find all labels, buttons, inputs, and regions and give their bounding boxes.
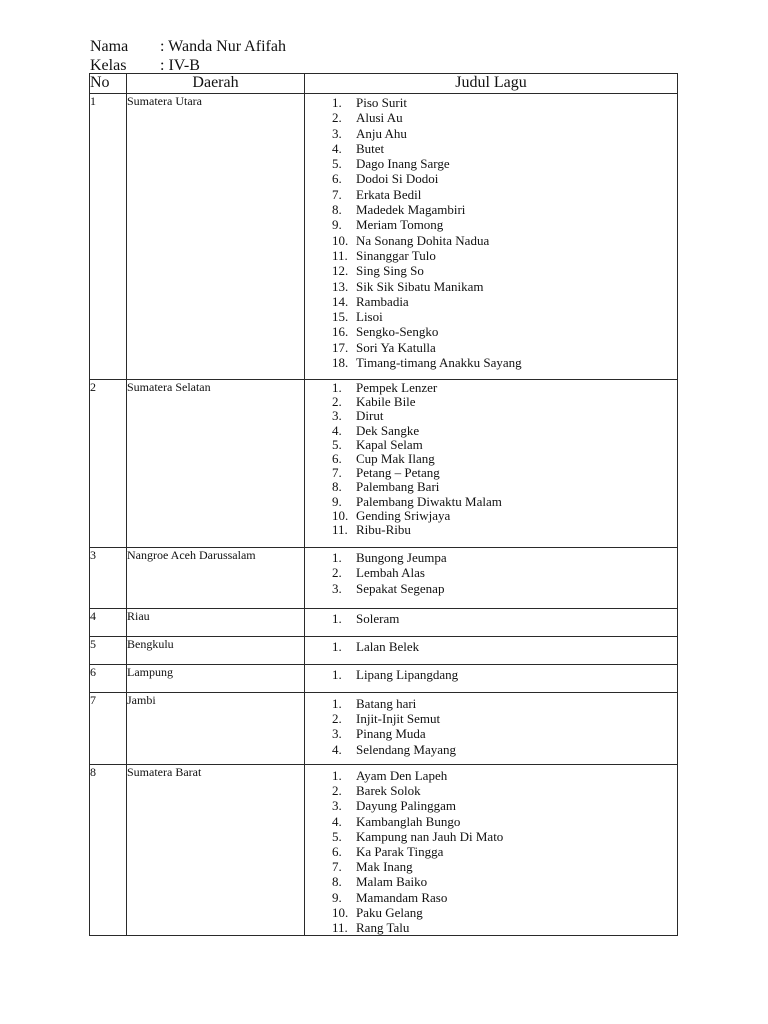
song-item — [332, 711, 677, 726]
table-row — [90, 637, 678, 665]
song-item — [332, 523, 677, 537]
table-row — [90, 380, 678, 548]
song-number: 3. — [332, 125, 342, 141]
song-item — [332, 171, 677, 186]
song-title: Dodoi Si Dodoi — [356, 171, 439, 187]
song-number: 8. — [332, 874, 342, 890]
table-row — [90, 765, 678, 936]
song-number: 6. — [332, 451, 342, 467]
region-name: Lampung — [127, 665, 305, 693]
song-list — [305, 637, 677, 654]
song-title: Timang-timang Anakku Sayang — [356, 355, 522, 371]
class-label: Kelas — [90, 57, 127, 74]
song-number: 7. — [332, 859, 342, 875]
song-number: 9. — [332, 217, 342, 233]
song-item — [332, 409, 677, 423]
song-item — [332, 696, 677, 711]
song-list — [305, 693, 677, 757]
song-number: 1. — [332, 639, 342, 654]
song-number: 1. — [332, 667, 342, 682]
song-item — [332, 355, 677, 370]
song-item — [332, 340, 677, 355]
table-header-row — [90, 74, 678, 94]
song-item — [332, 126, 677, 141]
column-header-no: No — [90, 74, 127, 94]
song-item — [332, 202, 677, 217]
song-number: 1. — [332, 380, 342, 395]
song-item — [332, 294, 677, 309]
document-header — [90, 37, 286, 75]
song-title: Rang Talu — [356, 920, 410, 936]
song-item — [332, 324, 677, 339]
song-title: Dago Inang Sarge — [356, 156, 450, 172]
song-title: Piso Surit — [356, 95, 407, 110]
song-item — [332, 905, 677, 920]
song-number: 5. — [332, 436, 342, 452]
song-title: Na Sonang Dohita Nadua — [356, 232, 490, 248]
song-number: 13. — [332, 278, 349, 294]
song-list — [305, 380, 677, 537]
song-item — [332, 667, 677, 682]
song-title: Sengko-Sengko — [356, 324, 439, 340]
song-list-cell — [305, 665, 678, 693]
region-name: Bengkulu — [127, 637, 305, 665]
song-number: 3. — [332, 726, 342, 742]
song-title: Rambadia — [356, 293, 409, 309]
song-title: Sing Sing So — [356, 263, 424, 279]
song-title: Madedek Magambiri — [356, 202, 466, 218]
song-item — [332, 466, 677, 480]
song-number: 2. — [332, 711, 342, 727]
song-title: Selendang Mayang — [356, 741, 457, 757]
song-title: Palembang Diwaktu Malam — [356, 493, 502, 509]
song-item — [332, 742, 677, 757]
song-number: 4. — [332, 140, 342, 156]
song-number: 5. — [332, 828, 342, 844]
region-name: Jambi — [127, 693, 305, 765]
song-title: Pempek Lenzer — [356, 380, 438, 395]
song-number: 10. — [332, 904, 349, 920]
song-title: Dirut — [356, 408, 384, 424]
song-number: 7. — [332, 186, 342, 202]
song-number: 3. — [332, 408, 342, 424]
song-list — [305, 765, 677, 935]
song-item — [332, 920, 677, 935]
song-item — [332, 395, 677, 409]
region-name: Sumatera Selatan — [127, 380, 305, 548]
song-list-cell — [305, 609, 678, 637]
song-number: 2. — [332, 110, 342, 126]
song-number: 6. — [332, 844, 342, 860]
row-number: 1 — [90, 94, 127, 380]
song-item — [332, 814, 677, 829]
song-item — [332, 639, 677, 654]
song-title: Mak Inang — [356, 859, 413, 875]
song-item — [332, 309, 677, 324]
song-title: Paku Gelang — [356, 904, 423, 920]
table-row — [90, 609, 678, 637]
song-title: Sik Sik Sibatu Manikam — [356, 278, 484, 294]
song-item — [332, 263, 677, 278]
song-item — [332, 217, 677, 232]
song-number: 8. — [332, 202, 342, 218]
song-item — [332, 452, 677, 466]
song-number: 10. — [332, 507, 349, 523]
row-number: 8 — [90, 765, 127, 936]
table-body — [90, 94, 678, 936]
song-number: 15. — [332, 309, 349, 325]
song-table — [89, 73, 678, 936]
row-number: 4 — [90, 609, 127, 637]
region-name: Sumatera Utara — [127, 94, 305, 380]
song-item — [332, 438, 677, 452]
song-list — [305, 548, 677, 596]
name-line — [90, 37, 286, 56]
song-number: 1. — [332, 696, 342, 711]
song-title: Lisoi — [356, 309, 383, 325]
song-number: 3. — [332, 580, 342, 596]
song-title: Injit-Injit Semut — [356, 711, 441, 727]
song-item — [332, 495, 677, 509]
song-title: Lipang Lipangdang — [356, 667, 459, 682]
song-number: 8. — [332, 479, 342, 495]
song-title: Batang hari — [356, 696, 417, 711]
song-item — [332, 859, 677, 874]
song-item — [332, 829, 677, 844]
song-number: 6. — [332, 171, 342, 187]
song-number: 5. — [332, 156, 342, 172]
song-item — [332, 844, 677, 859]
table-row — [90, 665, 678, 693]
song-title: Ribu-Ribu — [356, 522, 411, 538]
song-list — [305, 94, 677, 370]
table-row — [90, 94, 678, 380]
song-number: 3. — [332, 798, 342, 814]
song-number: 1. — [332, 611, 342, 626]
song-title: Lalan Belek — [356, 639, 420, 654]
song-number: 16. — [332, 324, 349, 340]
song-number: 2. — [332, 565, 342, 581]
song-item — [332, 565, 677, 580]
song-list-cell — [305, 94, 678, 380]
song-number: 11. — [332, 522, 348, 538]
name-value: : Wanda Nur Afifah — [160, 38, 286, 55]
song-item — [332, 611, 677, 626]
song-number: 17. — [332, 339, 349, 355]
song-number: 14. — [332, 293, 349, 309]
song-list-cell — [305, 548, 678, 609]
song-number: 4. — [332, 813, 342, 829]
region-name: Nangroe Aceh Darussalam — [127, 548, 305, 609]
song-title: Cup Mak Ilang — [356, 451, 435, 467]
song-title: Pinang Muda — [356, 726, 426, 742]
song-title: Butet — [356, 140, 385, 156]
song-title: Malam Baiko — [356, 874, 428, 890]
song-list — [305, 609, 677, 626]
table-row — [90, 548, 678, 609]
song-title: Kambanglah Bungo — [356, 813, 461, 829]
song-title: Anju Ahu — [356, 125, 407, 141]
row-number: 2 — [90, 380, 127, 548]
region-name: Sumatera Barat — [127, 765, 305, 936]
song-title: Dayung Palinggam — [356, 798, 457, 814]
song-number: 1. — [332, 95, 342, 110]
name-label: Nama — [90, 38, 129, 55]
song-title: Barek Solok — [356, 783, 421, 799]
song-list-cell — [305, 380, 678, 548]
column-header-judul-lagu: Judul Lagu — [305, 74, 678, 94]
song-item — [332, 110, 677, 125]
song-title: Kapal Selam — [356, 436, 423, 452]
song-item — [332, 95, 677, 110]
song-title: Ka Parak Tingga — [356, 844, 444, 860]
row-number: 5 — [90, 637, 127, 665]
song-item — [332, 768, 677, 783]
row-number: 3 — [90, 548, 127, 609]
row-number: 7 — [90, 693, 127, 765]
song-title: Gending Sriwjaya — [356, 507, 451, 523]
song-item — [332, 156, 677, 171]
song-item — [332, 798, 677, 813]
song-number: 4. — [332, 741, 342, 757]
song-list-cell — [305, 693, 678, 765]
song-item — [332, 424, 677, 438]
song-item — [332, 480, 677, 494]
song-title: Soleram — [356, 611, 400, 626]
song-number: 10. — [332, 232, 349, 248]
song-title: Kabile Bile — [356, 394, 416, 410]
song-number: 7. — [332, 465, 342, 481]
song-item — [332, 726, 677, 741]
song-item — [332, 874, 677, 889]
song-item — [332, 783, 677, 798]
song-title: Sinanggar Tulo — [356, 247, 436, 263]
region-name: Riau — [127, 609, 305, 637]
song-title: Sepakat Segenap — [356, 580, 445, 596]
song-title: Ayam Den Lapeh — [356, 768, 448, 783]
song-item — [332, 890, 677, 905]
song-number: 11. — [332, 247, 348, 263]
row-number: 6 — [90, 665, 127, 693]
song-list-cell — [305, 765, 678, 936]
song-number: 1. — [332, 550, 342, 565]
song-number: 4. — [332, 422, 342, 438]
song-item — [332, 187, 677, 202]
table-row — [90, 693, 678, 765]
song-title: Meriam Tomong — [356, 217, 444, 233]
song-item — [332, 581, 677, 596]
song-number: 2. — [332, 783, 342, 799]
song-number: 9. — [332, 493, 342, 509]
song-item — [332, 550, 677, 565]
song-item — [332, 141, 677, 156]
song-title: Erkata Bedil — [356, 186, 422, 202]
song-list — [305, 665, 677, 682]
class-value: : IV-B — [160, 57, 200, 74]
song-title: Bungong Jeumpa — [356, 550, 447, 565]
song-title: Lembah Alas — [356, 565, 425, 581]
song-title: Sori Ya Katulla — [356, 339, 436, 355]
song-title: Mamandam Raso — [356, 889, 448, 905]
song-item — [332, 279, 677, 294]
song-title: Alusi Au — [356, 110, 403, 126]
column-header-daerah: Daerah — [127, 74, 305, 94]
song-number: 1. — [332, 768, 342, 783]
song-title: Dek Sangke — [356, 422, 420, 438]
song-title: Palembang Bari — [356, 479, 440, 495]
song-number: 11. — [332, 920, 348, 936]
song-list-cell — [305, 637, 678, 665]
song-item — [332, 233, 677, 248]
song-item — [332, 381, 677, 395]
song-number: 9. — [332, 889, 342, 905]
song-item — [332, 509, 677, 523]
song-number: 18. — [332, 355, 349, 371]
song-number: 12. — [332, 263, 349, 279]
song-item — [332, 248, 677, 263]
song-title: Petang – Petang — [356, 465, 440, 481]
song-number: 2. — [332, 394, 342, 410]
song-title: Kampung nan Jauh Di Mato — [356, 828, 504, 844]
